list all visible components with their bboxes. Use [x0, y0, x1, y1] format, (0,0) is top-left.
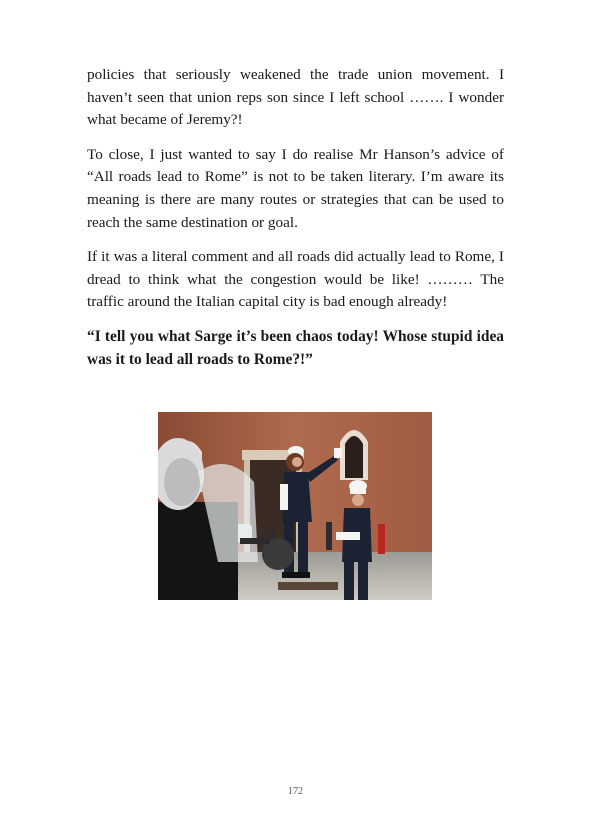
page-number: 172: [288, 786, 303, 797]
quote-text: “I tell you what Sarge it’s been chaos today! Whose stupid idea was it to lead all roads to Rome?!”: [87, 327, 504, 368]
paragraph-2: To close, I just wanted to say I do realise Mr Hanson’s advice of “All roads lead to Rome” is not to be taken literary. I’m aware its meaning is there are many routes or strategies that can be used to reach the same destination or goal.: [87, 145, 504, 231]
page-body: [87, 64, 504, 371]
paragraph-3: If it was a literal comment and all roads did actually lead to Rome, I dread to think what the congestion would be like! ……… The traffic around the Italian capital city is bad enough already!: [87, 248, 504, 311]
paragraph-1: policies that seriously weakened the trade union movement. I haven’t seen that union reps son since I left school ……. I wonder what became of Jeremy?!: [87, 66, 504, 129]
traffic-police-photo: [158, 412, 432, 600]
